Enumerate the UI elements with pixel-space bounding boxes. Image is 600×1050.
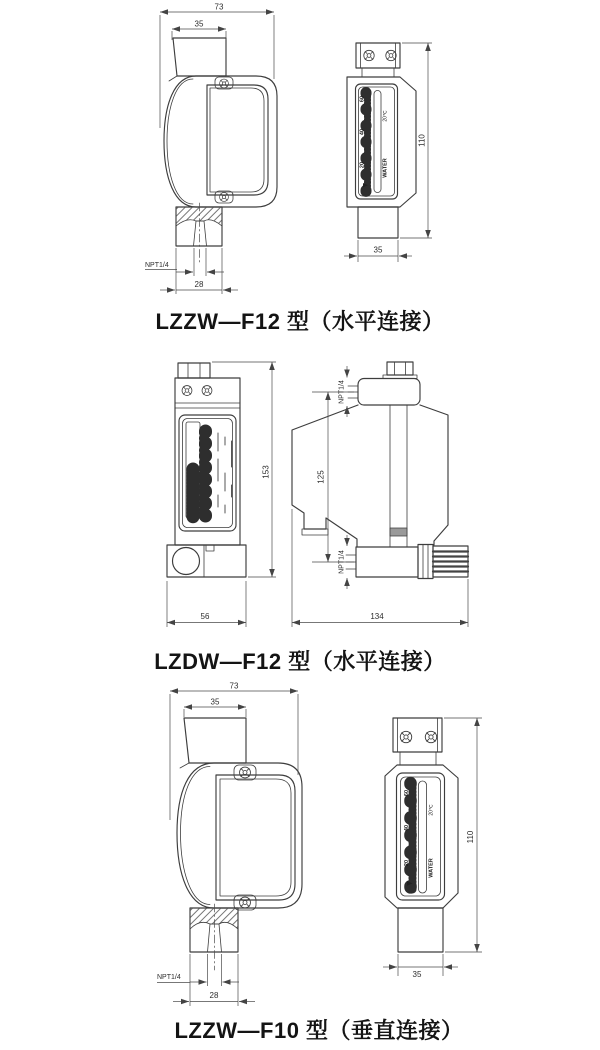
- thread-top-label: NPT1/4: [338, 380, 346, 404]
- figure-title: [0, 1014, 600, 1045]
- hatch-section: [190, 908, 238, 929]
- screw-icon: [400, 731, 411, 742]
- screw-icon: [386, 50, 396, 60]
- figure-title: [0, 305, 600, 336]
- f1-side-view-outline: [347, 43, 416, 238]
- screw-icon: [240, 767, 251, 778]
- hatch-section: [176, 207, 222, 226]
- meter-temp-label: 20℃: [428, 804, 435, 816]
- screw-icon: [240, 897, 251, 908]
- thread-label: NPT1/4: [145, 262, 169, 269]
- dim-side-height: 110: [417, 134, 427, 147]
- f2-front-view-outline: [167, 363, 246, 577]
- screw-icon: [220, 79, 229, 88]
- figure-title-text: LZZW—F12 型（水平连接）: [155, 309, 445, 334]
- dim-overall-width: 73: [229, 681, 239, 691]
- f1-front-view-outline: [164, 38, 277, 262]
- sensor-plug: [302, 529, 328, 535]
- meter-scale-20: 20: [359, 161, 366, 169]
- figure-title: [0, 645, 600, 676]
- dim-side-width: 35: [373, 245, 383, 255]
- f3-side-view-outline: [385, 718, 458, 952]
- figure-title-text: LZZW—F10 型（垂直连接）: [174, 1018, 464, 1043]
- dim-side-width: 134: [370, 612, 384, 621]
- meter-scale-20: 20: [404, 859, 410, 867]
- meter-fine-print: [218, 433, 232, 513]
- thread-label: NPT1/4: [157, 974, 181, 981]
- figure-title-text: LZDW—F12 型（水平连接）: [154, 649, 446, 674]
- f2-side-view-outline: [292, 362, 468, 579]
- screw-icon: [364, 50, 374, 60]
- screw-icon: [202, 386, 212, 396]
- dim-side-width: 35: [412, 970, 422, 979]
- meter-tube: [419, 781, 427, 893]
- dim-top-port-width: 35: [194, 19, 204, 29]
- dim-overall-width: 73: [214, 2, 224, 12]
- float-band: [390, 528, 407, 536]
- dim-port-span: 125: [316, 470, 326, 484]
- thread-stripes: [433, 552, 468, 572]
- dim-top-port-width: 35: [210, 697, 220, 707]
- screw-icon: [425, 731, 436, 742]
- meter-tube: [374, 91, 381, 193]
- meter-scale-ticks: [407, 783, 413, 892]
- meter-scale-60: 60: [359, 95, 366, 103]
- thread-bottom-label: NPT1/4: [338, 550, 346, 574]
- meter-scale-40: 40: [404, 824, 410, 832]
- dim-bottom-port-width: 28: [209, 991, 219, 1000]
- dim-bottom-port-width: 28: [194, 280, 204, 289]
- meter-scale-ticks: [363, 93, 368, 193]
- dim-side-height: 110: [466, 830, 475, 844]
- figure-lzzw-f12: [0, 0, 600, 300]
- valve-knob: [173, 548, 200, 575]
- dim-front-height: 153: [261, 465, 271, 479]
- meter-temp-label: 20℃: [382, 110, 389, 122]
- figure-lzzw-f10: [0, 680, 600, 1010]
- meter-medium-label: WATER: [382, 158, 389, 178]
- f1-dimensions: [145, 12, 432, 294]
- f3-front-view-outline: [177, 718, 302, 970]
- screw-icon: [220, 193, 229, 202]
- f3-dimensions: [157, 691, 482, 1006]
- meter-medium-label: WATER: [428, 858, 435, 878]
- dim-front-width: 56: [200, 612, 210, 621]
- meter-scale-60: 60: [404, 789, 410, 797]
- meter-scale-40: 40: [359, 128, 366, 136]
- screw-icon: [182, 386, 192, 396]
- f2-dimensions: [167, 362, 468, 627]
- figure-lzdw-f12: [0, 355, 600, 640]
